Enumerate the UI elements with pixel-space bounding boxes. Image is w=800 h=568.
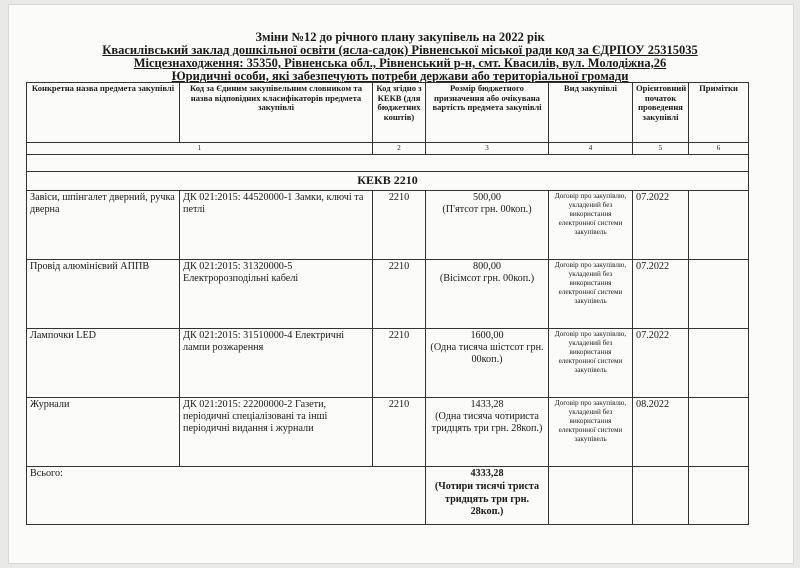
table-row <box>27 398 749 467</box>
item-start-date: 07.2022 <box>633 260 689 329</box>
item-start-date: 08.2022 <box>633 398 689 467</box>
item-amount: 800,00 <box>472 261 501 272</box>
item-amount-cell <box>426 191 549 260</box>
total-amount-cell <box>426 467 549 525</box>
item-start-date: 07.2022 <box>633 191 689 260</box>
item-note <box>689 398 749 467</box>
procurement-plan-table <box>26 82 749 525</box>
item-name: Провід алюмінієвий АППВ <box>27 260 180 329</box>
header-kekv-code: Код згідно з КЕКВ (для бюджетних коштів) <box>373 83 426 143</box>
total-empty-cell <box>689 467 749 525</box>
item-kekv: 2210 <box>373 260 426 329</box>
column-number: 4 <box>549 143 633 155</box>
spacer-row <box>27 155 749 172</box>
item-code: ДК 021:2015: 31320000-5 Електророзподільні кабелі <box>180 260 373 329</box>
item-code: ДК 021:2015: 44520000-1 Замки, ключі та петлі <box>180 191 373 260</box>
item-procurement-type: Договір про закупівлю, укладений без використання електронної системи закупівель <box>549 398 633 467</box>
header-procurement-type: Вид закупівлі <box>549 83 633 143</box>
item-name: Лампочки LED <box>27 329 180 398</box>
header-start-date: Орієнтовний початок проведення закупівлі <box>633 83 689 143</box>
item-note <box>689 191 749 260</box>
item-amount-words: (Одна тисяча чотириста тридцять три грн. 28коп.) <box>431 411 543 435</box>
item-note <box>689 329 749 398</box>
item-amount-words: (Вісімсот грн. 00коп.) <box>439 273 535 285</box>
header-item-name: Конкретна назва предмета закупівлі <box>27 83 180 143</box>
header-notes: Примітки <box>689 83 749 143</box>
item-code: ДК 021:2015: 31510000-4 Електричні лампи розжарення <box>180 329 373 398</box>
item-name: Журнали <box>27 398 180 467</box>
column-number: 1 <box>27 143 373 155</box>
total-empty-cell <box>633 467 689 525</box>
item-code: ДК 021:2015: 22200000-2 Газети, періодичні спеціалізовані та інші періодичні видання і журнали <box>180 398 373 467</box>
item-amount: 1433,28 <box>470 399 504 410</box>
column-number: 2 <box>373 143 426 155</box>
item-note <box>689 260 749 329</box>
section-row <box>27 172 749 191</box>
item-start-date: 07.2022 <box>633 329 689 398</box>
table-row <box>27 260 749 329</box>
item-amount-words: (П'ятсот грн. 00коп.) <box>442 204 532 216</box>
column-number: 6 <box>689 143 749 155</box>
customer-name: Квасилівський заклад дошкільної освіти (ясла-садок) Рівненської міської ради код за ЄДРПОУ 25315035 <box>102 43 698 57</box>
total-label: Всього: <box>27 467 426 525</box>
document-title: Зміни №12 до річного плану закупівель на 2022 рік <box>255 30 545 44</box>
column-number: 3 <box>426 143 549 155</box>
item-kekv: 2210 <box>373 329 426 398</box>
customer-location: Місцезнаходження: 35350, Рівненська обл., Рівненський р-н, смт. Квасилів, вул. Молодіжна,26 <box>133 56 667 70</box>
total-empty-cell <box>549 467 633 525</box>
item-amount-cell <box>426 260 549 329</box>
column-number: 5 <box>633 143 689 155</box>
item-kekv: 2210 <box>373 191 426 260</box>
item-kekv: 2210 <box>373 398 426 467</box>
item-amount: 1600,00 <box>470 330 504 341</box>
total-amount-words: (Чотири тисячі триста тридцять три грн. 28коп.) <box>434 480 540 518</box>
table-row <box>27 329 749 398</box>
section-label: КЕКВ 2210 <box>27 172 749 191</box>
table-row <box>27 191 749 260</box>
column-numbers-row <box>27 143 749 155</box>
item-procurement-type: Договір про закупівлю, укладений без використання електронної системи закупівель <box>549 191 633 260</box>
total-amount: 4333,28 <box>470 468 504 479</box>
item-amount-cell <box>426 398 549 467</box>
customer-category: Юридичні особи, які забезпечують потреби держави або територіальної громади <box>171 69 629 83</box>
item-amount-words: (Одна тисяча шістсот грн. 00коп.) <box>430 342 544 366</box>
header-expected-cost: Розмір бюджетного призначення або очікувана вартість предмета закупівлі <box>426 83 549 143</box>
header-classifier-code: Код за Єдиним закупівельним словником та назва відповідних класифікаторів предмета закупівлі <box>180 83 373 143</box>
header-row <box>27 83 749 143</box>
total-row <box>27 467 749 525</box>
item-amount-cell <box>426 329 549 398</box>
item-amount: 500,00 <box>472 192 501 203</box>
item-procurement-type: Договір про закупівлю, укладений без використання електронної системи закупівель <box>549 329 633 398</box>
item-procurement-type: Договір про закупівлю, укладений без використання електронної системи закупівель <box>549 260 633 329</box>
item-name: Завіси, шпінгалет дверний, ручка дверна <box>27 191 180 260</box>
